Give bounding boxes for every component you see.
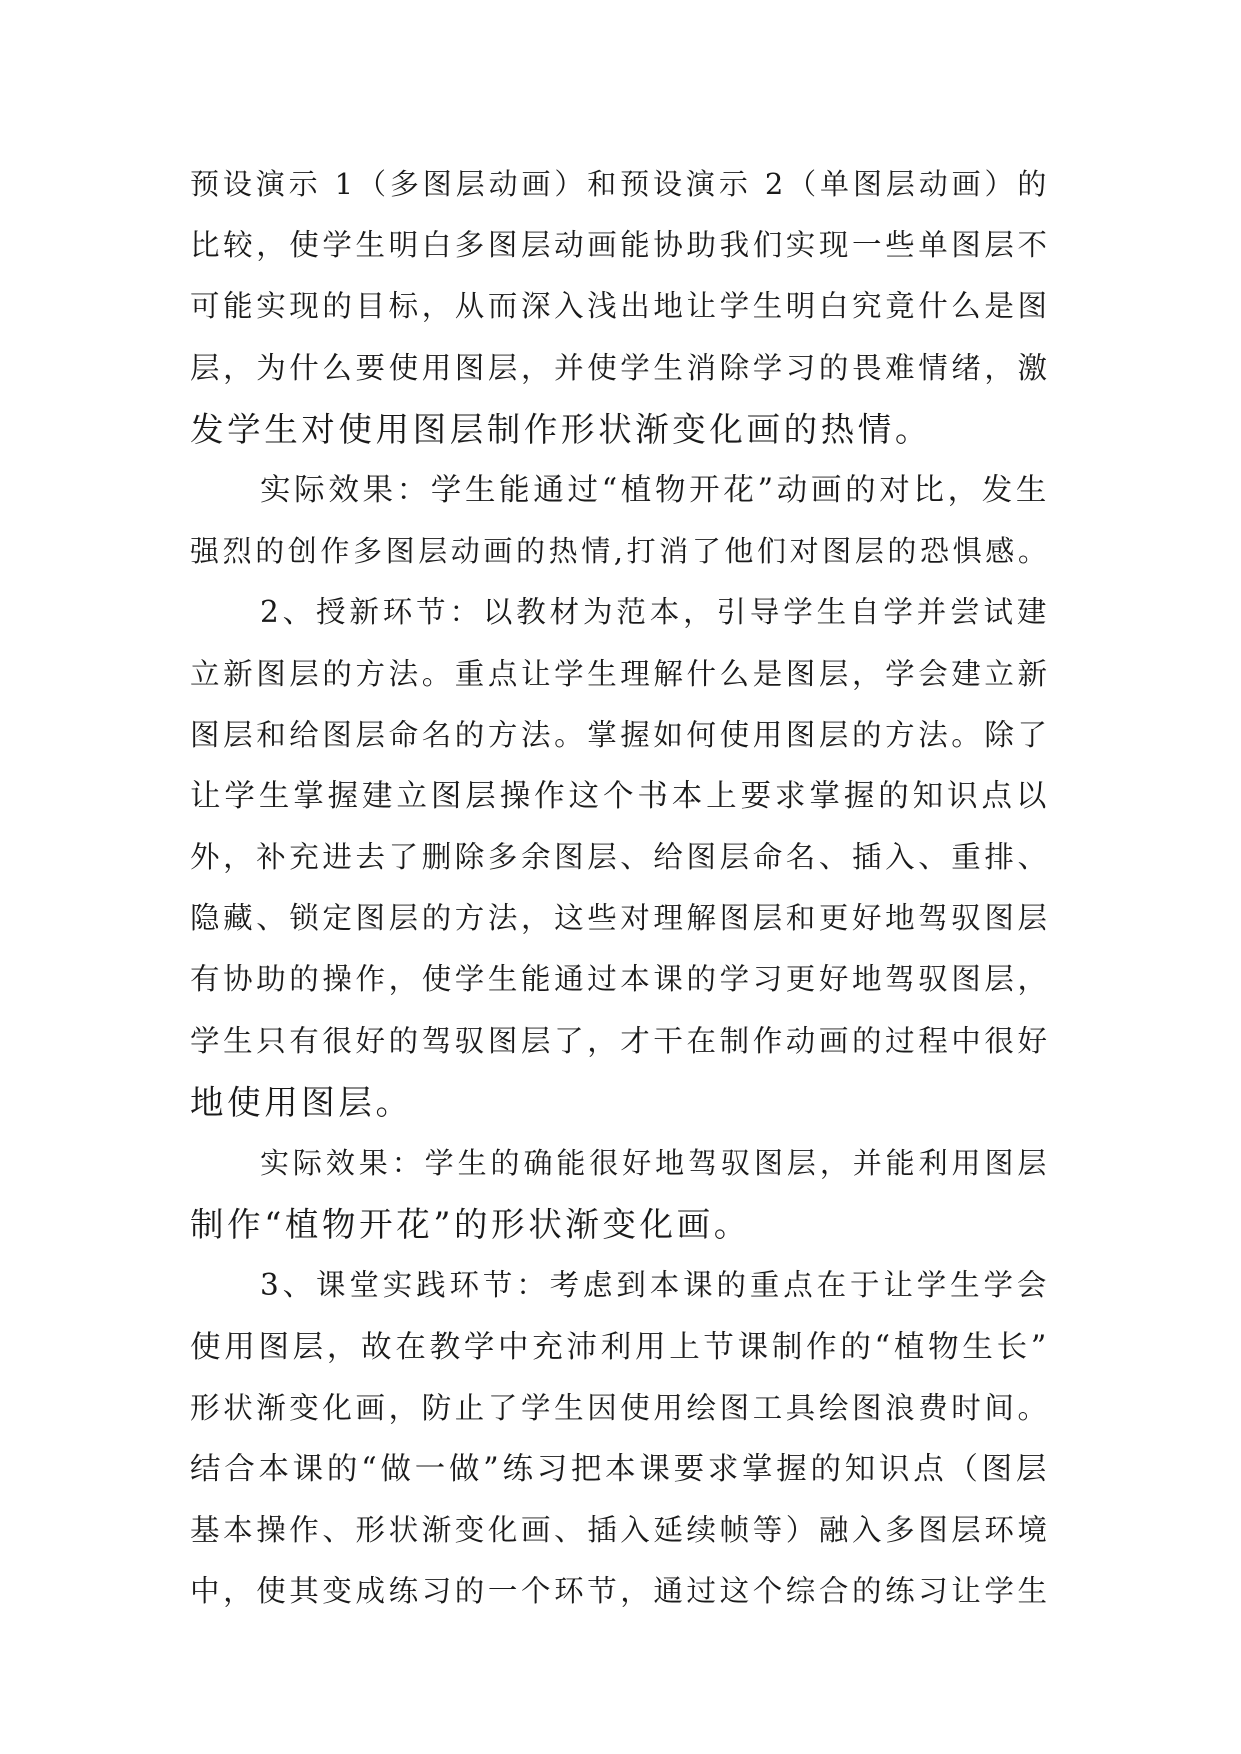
text-line: 比较，使学生明白多图层动画能协助我们实现一些单图层不 xyxy=(190,228,1051,263)
text-line: 图层和给图层命名的方法。掌握如何使用图层的方法。除了 xyxy=(190,717,1051,752)
text-line: 有协助的操作，使学生能通过本课的学习更好地驾驭图层， xyxy=(190,962,1051,997)
text-line: 层，为什么要使用图层，并使学生消除学习的畏难情绪，激 xyxy=(190,350,1051,385)
text-line: 制作“植物开花”的形状渐变化画。 xyxy=(190,1205,751,1245)
text-line: 预设演示 1（多图层动画）和预设演示 2（单图层动画）的 xyxy=(190,167,1050,201)
text-line: 形状渐变化画，防止了学生因使用绘图工具绘图浪费时间。 xyxy=(190,1390,1051,1425)
text-line: 3、课堂实践环节：考虑到本课的重点在于让学生学会 xyxy=(260,1268,1050,1303)
body-text xyxy=(190,154,1050,1623)
text-line: 立新图层的方法。重点让学生理解什么是图层，学会建立新 xyxy=(190,656,1051,691)
text-line: 地使用图层。 xyxy=(190,1082,413,1122)
text-line: 实际效果：学生能通过“植物开花”动画的对比，发生 xyxy=(260,472,1050,508)
text-line: 外，补充进去了删除多余图层、给图层命名、插入、重排、 xyxy=(190,840,1051,875)
text-line: 发学生对使用图层制作形状渐变化画的热情。 xyxy=(190,409,932,449)
text-line: 学生只有很好的驾驭图层了，才干在制作动画的过程中很好 xyxy=(190,1023,1051,1058)
text-line: 结合本课的“做一做”练习把本课要求掌握的知识点（图层 xyxy=(190,1451,1050,1487)
text-line: 实际效果：学生的确能很好地驾驭图层，并能利用图层 xyxy=(260,1146,1050,1180)
text-line: 让学生掌握建立图层操作这个书本上要求掌握的知识点以 xyxy=(190,778,1050,814)
text-line: 基本操作、形状渐变化画、插入延续帧等）融入多图层环境 xyxy=(190,1513,1051,1548)
text-line: 2、授新环节：以教材为范本，引导学生自学并尝试建 xyxy=(260,595,1050,630)
text-line: 强烈的创作多图层动画的热情,打消了他们对图层的恐惧感。 xyxy=(190,534,1051,569)
text-line: 可能实现的目标，从而深入浅出地让学生明白究竟什么是图 xyxy=(190,289,1051,324)
text-line: 中，使其变成练习的一个环节，通过这个综合的练习让学生 xyxy=(190,1574,1051,1609)
text-line: 使用图层，故在教学中充沛利用上节课制作的“植物生长” xyxy=(190,1329,1050,1365)
text-line: 隐藏、锁定图层的方法，这些对理解图层和更好地驾驭图层 xyxy=(190,901,1051,936)
